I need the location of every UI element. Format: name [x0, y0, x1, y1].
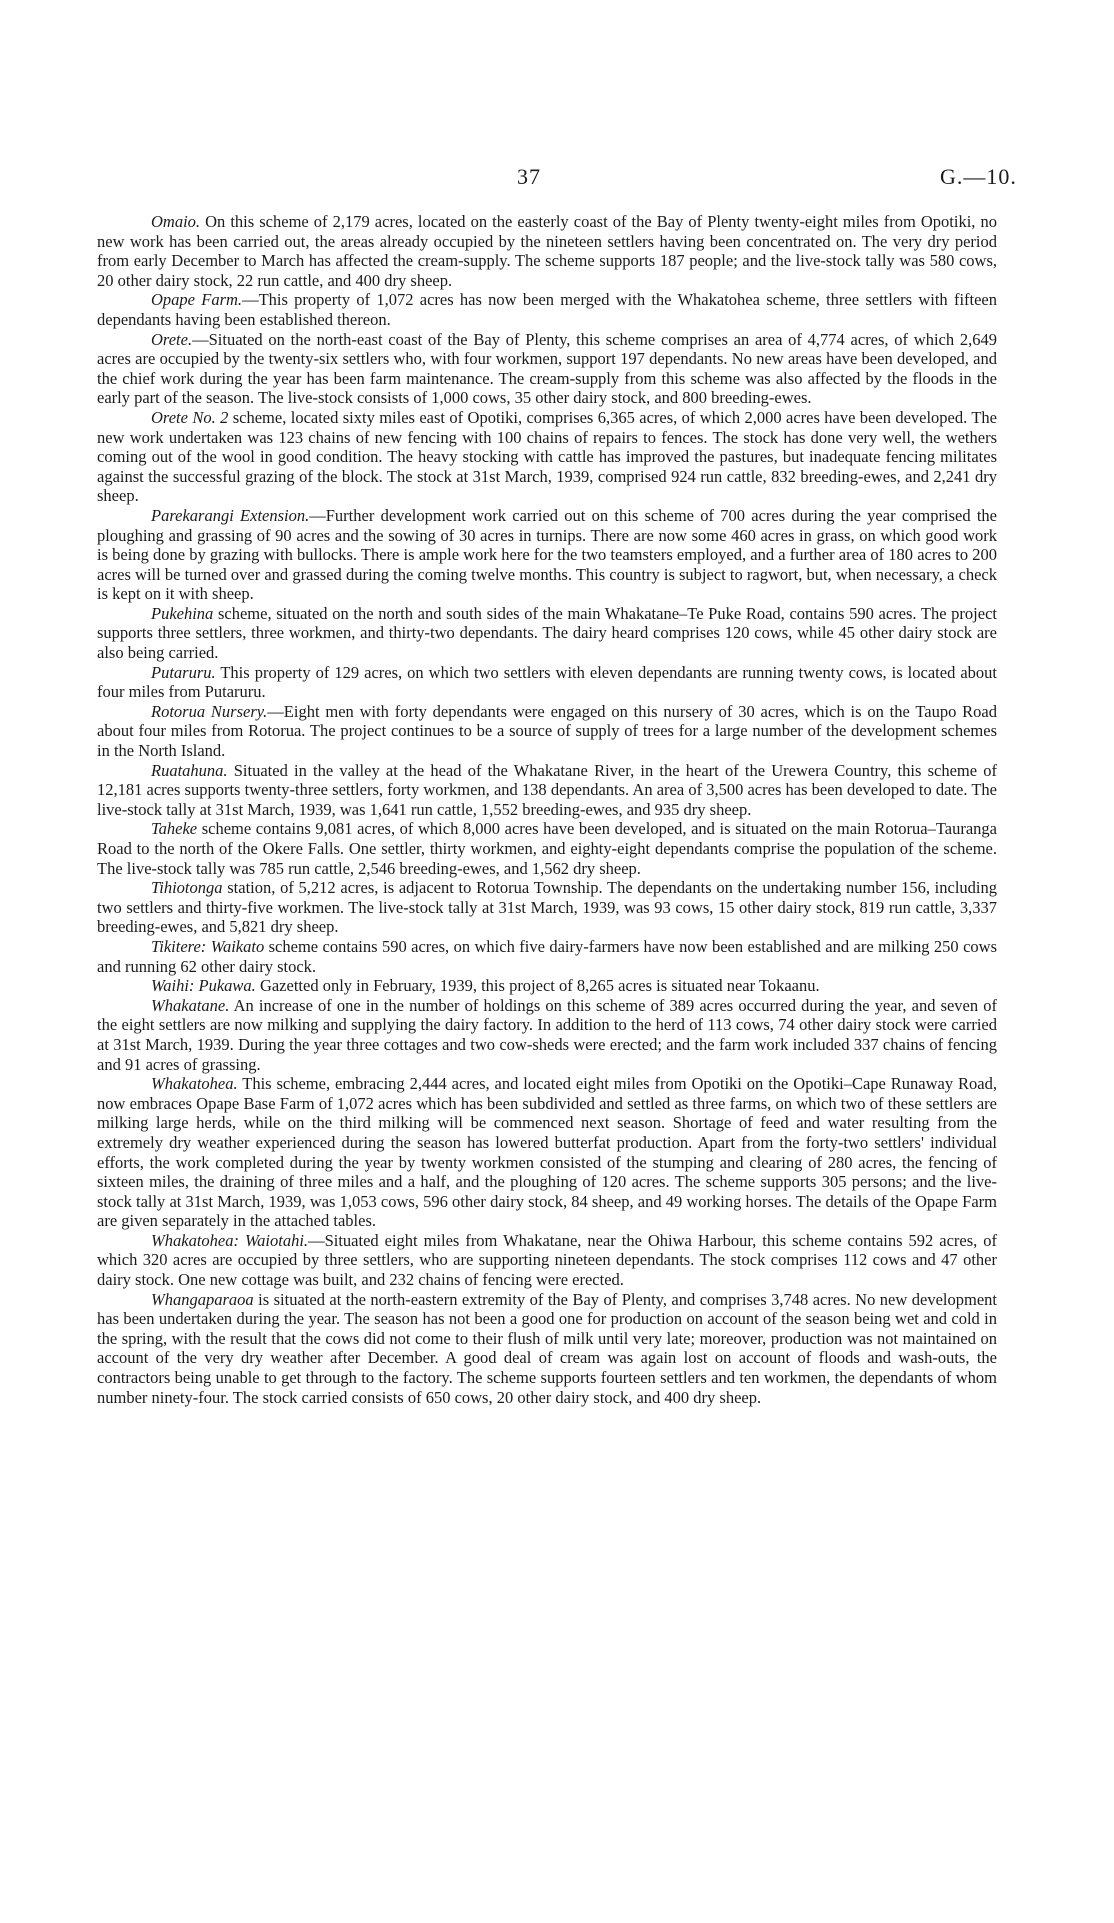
- paragraph-whakatane: [97, 996, 997, 1074]
- paragraph-text: scheme contains 590 acres, on which five dairy-farmers have now been established and are milking 250 cows and running 62 other dairy stock.: [97, 936, 997, 976]
- paragraph-title: Ruatahuna.: [151, 760, 228, 780]
- paragraph-title: Taheke: [151, 819, 198, 839]
- paragraph-title: Waihi: Pukawa.: [151, 976, 256, 996]
- paragraph-text: scheme, situated on the north and south sides of the main Whakatane–Te Puke Road, contains 590 acres. The project supports three settlers, three workmen, and thirty-two dependants. The dairy heard comprises 120 cows, while 45 other dairy stock are also being carried.: [97, 603, 997, 663]
- paragraph-title: Omaio.: [151, 212, 201, 231]
- paragraph-text: —This property of 1,072 acres has now been merged with the Whakatohea scheme, three settlers with fifteen dependants having been established thereon.: [97, 290, 997, 329]
- paragraph-tihiotonga: [97, 878, 997, 937]
- paragraph-text: This scheme, embracing 2,444 acres, and located eight miles from Opotiki on the Opotiki–Cape Runaway Road, now embraces Opape Base Farm of 1,072 acres which has been subdivided and settled as three farms, on which two of these settlers are milking large herds, while on the third milking will be commenced next season. Shortage of feed and water resulting from the extremely dry weather experienced during the season has lowered butterfat production. Apart from the forty-two settlers' individual efforts, the work completed during the year by twenty workmen consisted of the stumping and clearing of 280 acres, the fencing of sixteen miles, the draining of three miles and a half, and the ploughing of 120 acres. The scheme supports 305 persons; and the live-stock tally at 31st March, 1939, was 1,053 cows, 596 other dairy stock, 84 sheep, and 49 working horses. The details of the Opape Farm are given separately in the attached tables.: [97, 1074, 997, 1231]
- paragraph-text: scheme, located sixty miles east of Opotiki, comprises 6,365 acres, of which 2,000 acres have been developed. The new work undertaken was 123 chains of new fencing with 100 chains of repairs to fences. The stock has done very well, the wethers coming out of the wool in good condition. The heavy stocking with cattle has improved the pastures, but inadequate fencing militates against the successful grazing of the block. The stock at 31st March, 1939, comprised 924 run cattle, 832 breeding-ewes, and 2,241 dry sheep.: [97, 407, 997, 506]
- paragraph-orete-no-2: [97, 408, 997, 506]
- paragraph-title: Opape Farm.: [151, 290, 243, 310]
- paragraph-title: Orete No. 2: [151, 407, 229, 427]
- paragraph-title: Pukehina: [151, 603, 214, 623]
- paragraph-text: station, of 5,212 acres, is adjacent to Rotorua Township. The dependants on the undertaking number 156, including two settlers and thirty-five workmen. The live-stock tally at 31st March, 1939, was 93 cows, 15 other dairy stock, 819 run cattle, 3,337 breeding-ewes, and 5,821 dry sheep.: [97, 878, 997, 937]
- paragraph-text: An increase of one in the number of holdings on this scheme of 389 acres occurred during the year, and seven of the eight settlers are now milking and supplying the dairy factory. In addition to the herd of 113 cows, 74 other dairy stock were carried at 31st March, 1939. During the year three cottages and two cow-sheds were erected; and the farm work included 337 chains of fencing and 91 acres of grassing.: [97, 995, 997, 1074]
- paragraph-text: —Situated eight miles from Whakatane, near the Ohiwa Harbour, this scheme contains 592 acres, of which 320 acres are occupied by three settlers, who are supporting nineteen dependants. The stock comprises 112 cows and 47 other dairy stock. One new cottage was built, and 232 chains of fencing were erected.: [97, 1230, 997, 1290]
- page-reference: G.—10.: [940, 164, 1017, 189]
- paragraph-waihi-pukawa: [97, 976, 997, 996]
- paragraph-parekarangi: [97, 506, 997, 604]
- paragraph-title: Putaruru.: [151, 662, 216, 682]
- page-header: [0, 164, 1114, 194]
- paragraph-title: Whakatohea: Waiotahi.: [151, 1230, 309, 1250]
- paragraph-taheke: [97, 819, 997, 878]
- paragraph-title: Orete.: [151, 329, 193, 349]
- paragraph-omaio: [97, 212, 997, 290]
- paragraph-text: is situated at the north-eastern extremity of the Bay of Plenty, and comprises 3,748 acres. No new development has been undertaken during the year. The season has not been a good one for production on account of the season being wet and cold in the spring, with the result that the cows did not come to their flush of milk until very late; moreover, production was not maintained on account of the very dry weather after December. A good deal of cream was again lost on account of floods and wash-outs, the contractors being unable to get through to the factory. The scheme supports fourteen settlers and ten workmen, the dependants of whom number ninety-four. The stock carried consists of 650 cows, 20 other dairy stock, and 400 dry sheep.: [97, 1289, 997, 1407]
- paragraph-opape-farm: [97, 290, 997, 329]
- paragraph-whakatohea-waiotahi: [97, 1231, 997, 1290]
- paragraph-title: Whakatane.: [151, 995, 230, 1015]
- paragraph-title: Tihiotonga: [151, 878, 223, 898]
- paragraph-whangaparaoa: [97, 1290, 997, 1408]
- paragraph-title: Whangaparaoa: [151, 1289, 254, 1309]
- paragraph-text: —Eight men with forty dependants were engaged on this nursery of 30 acres, which is on the Taupo Road about four miles from Rotorua. The project continues to be a source of supply of trees for a large number of the development schemes in the North Island.: [97, 701, 997, 761]
- paragraph-tikitere-waikato: [97, 937, 997, 976]
- paragraph-putaruru: [97, 663, 997, 702]
- paragraph-text: Situated in the valley at the head of the Whakatane River, in the heart of the Urewera Country, this scheme of 12,181 acres supports twenty-three settlers, forty workmen, and 138 dependants. An area of 3,500 acres has been developed to date. The live-stock tally at 31st March, 1939, was 1,641 run cattle, 1,552 breeding-ewes, and 935 dry sheep.: [97, 760, 997, 819]
- paragraph-title: Rotorua Nursery.: [151, 701, 268, 721]
- paragraph-text: —Situated on the north-east coast of the Bay of Plenty, this scheme comprises an area of 4,774 acres, of which 2,649 acres are occupied by the twenty-six settlers who, with four workmen, support 197 dependants. No new areas have been developed, and the chief work during the year has been farm maintenance. The cream-supply from this scheme was also affected by the floods in the early part of the season. The live-stock consists of 1,000 cows, 35 other dairy stock, and 800 breeding-ewes.: [97, 329, 997, 408]
- page-number: 37: [517, 164, 541, 189]
- paragraph-title: Whakatohea.: [151, 1074, 238, 1094]
- paragraph-text: On this scheme of 2,179 acres, located on the easterly coast of the Bay of Plenty twenty-eight miles from Opotiki, no new work has been carried out, the areas already occupied by the nineteen settlers having been concentrated on. The very dry period from early December to March has affected the cream-supply. The scheme supports 187 people; and the live-stock tally was 580 cows, 20 other dairy stock, 22 run cattle, and 400 dry sheep.: [97, 212, 997, 290]
- paragraph-whakatohea: [97, 1074, 997, 1231]
- body-text: [97, 212, 997, 1407]
- paragraph-text: —Further development work carried out on this scheme of 700 acres during the year comprised the ploughing and grassing of 90 acres and the sowing of 30 acres in turnips. There are now some 460 acres in grass, on which good work is being done by grazing with bullocks. There is ample work here for the two teamsters employed, and a further area of 180 acres to 200 acres will be turned over and grassed during the coming twelve months. This country is subject to ragwort, but, when necessary, a check is kept on it with sheep.: [97, 505, 997, 604]
- paragraph-text: scheme contains 9,081 acres, of which 8,000 acres have been developed, and is situated on the main Rotorua–Tauranga Road to the north of the Okere Falls. One settler, thirty workmen, and eighty-eight dependants comprise the population of the scheme. The live-stock tally was 785 run cattle, 2,546 breeding-ewes, and 1,562 dry sheep.: [97, 819, 997, 878]
- paragraph-title: Parekarangi Extension.: [151, 505, 310, 525]
- paragraph-title: Tikitere: Waikato: [151, 936, 265, 956]
- paragraph-text: This property of 129 acres, on which two settlers with eleven dependants are running twenty cows, is located about four miles from Putaruru.: [97, 662, 997, 702]
- paragraph-text: Gazetted only in February, 1939, this project of 8,265 acres is situated near Tokaanu.: [255, 976, 820, 996]
- paragraph-ruatahuna: [97, 761, 997, 820]
- paragraph-pukehina: [97, 604, 997, 663]
- paragraph-orete: [97, 330, 997, 408]
- paragraph-rotorua-nursery: [97, 702, 997, 761]
